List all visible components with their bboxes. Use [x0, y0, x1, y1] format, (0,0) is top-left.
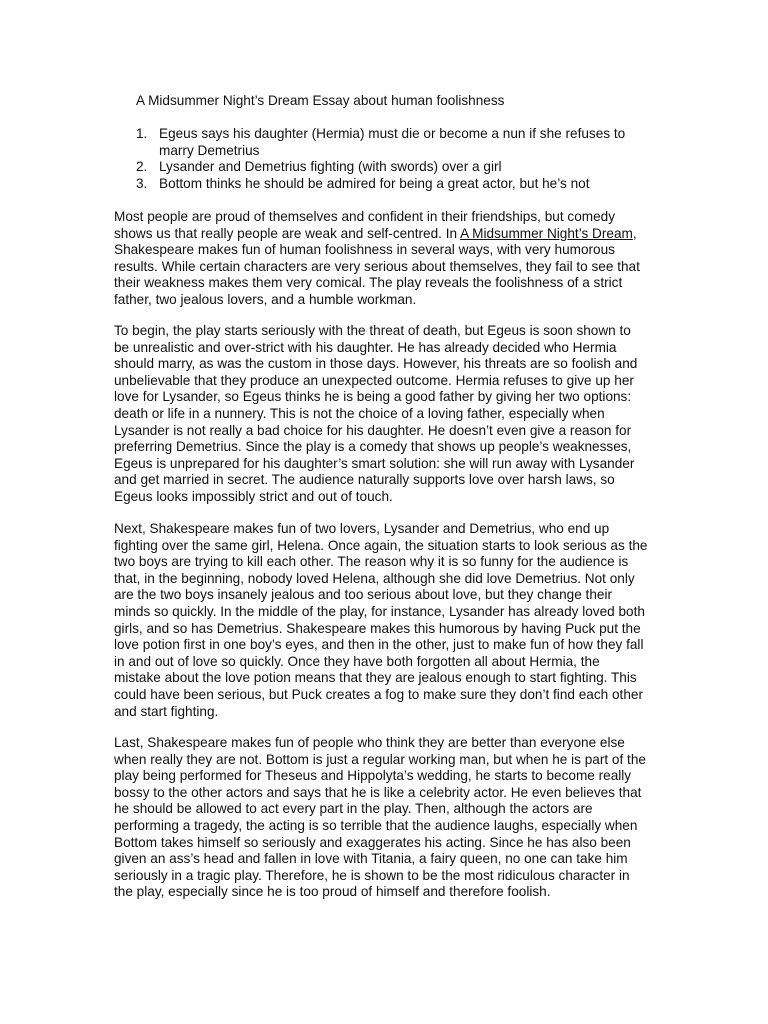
text-line: and start fighting. [114, 703, 219, 719]
key-point-text: Bottom thinks he should be admired for being a great actor, but he’s not [159, 175, 590, 191]
key-point-number: 1. [136, 126, 148, 141]
text-line: death or life in a nunnery. This is not the choice of a loving father, especially when [114, 405, 605, 421]
body-paragraph-next [114, 521, 658, 720]
key-point-text: Egeus says his daughter (Hermia) must die or become a nun if she refuses to marry Demetrius [159, 126, 626, 158]
key-point-text: Lysander and Demetrius fighting (with swords) over a girl [159, 159, 502, 175]
text-line: Shakespeare makes fun of human foolishness in several ways, with very humorous [114, 242, 615, 258]
text-line: and get married in secret. The audience naturally supports love over harsh laws, so [114, 472, 615, 488]
text-line: seriously in a tragic play. Therefore, he is shown to be the most ridiculous character in [114, 867, 630, 883]
text-line: their weakness makes them very comical. The play reveals the foolishness of a strict [114, 275, 623, 291]
text-line: bossy to the other actors and says that he is like a celebrity actor. He even believes that [114, 784, 642, 800]
text-line: results. While certain characters are very serious about themselves, they fail to see that [114, 258, 640, 274]
text-line: love for Lysander, so Egeus thinks he is being a good father by giving her two options: [114, 389, 632, 405]
text-line: Bottom takes himself so seriously and exaggerates his acting. Since he has also been [114, 834, 631, 850]
text-line [114, 226, 658, 243]
text-line: father, two jealous lovers, and a humble workman. [114, 291, 417, 307]
key-point [136, 126, 656, 159]
text-line: performing a tragedy, the acting is so terrible that the audience laughs, especially when [114, 817, 638, 833]
key-points-list [136, 126, 656, 192]
text-line: in and out of love so quickly. Once they have both forgotten all about Hermia, the [114, 653, 600, 669]
text-line: Lysander is not really a bad choice for his daughter. He doesn’t even give a reason for [114, 422, 632, 438]
text-line: mistake about the love potion means that they are jealous enough to start fighting. This [114, 670, 637, 686]
intro-paragraph [114, 209, 658, 309]
text-line: the play, especially since he is too proud of himself and therefore foolish. [114, 884, 551, 900]
text-line: preferring Demetrius. Since the play is a comedy that shows up people’s weaknesses, [114, 439, 632, 455]
body-paragraph-begin [114, 323, 658, 506]
text-line: minds so quickly. In the middle of the play, for instance, Lysander has already loved both [114, 603, 645, 619]
text-line: Next, Shakespeare makes fun of two lovers, Lysander and Demetrius, who end up [114, 521, 610, 536]
text-line: girls, and so has Demetrius. Shakespeare makes this humorous by having Puck put the [114, 620, 641, 636]
text-line: be unrealistic and over-strict with his daughter. He has already decided who Hermia [114, 339, 617, 355]
text-line: given an ass’s head and fallen in love with Titania, a fairy queen, no one can take him [114, 851, 628, 867]
text-line: could have been serious, but Puck creates a fog to make sure they don’t find each other [114, 686, 643, 702]
text-line: play being performed for Theseus and Hippolyta’s wedding, he starts to become really [114, 768, 632, 784]
key-point-number: 2. [136, 159, 148, 175]
text-line: Egeus is unprepared for his daughter’s smart solution: she will run away with Lysander [114, 455, 635, 471]
text-run: , [632, 225, 637, 241]
text-line: Last, Shakespeare makes fun of people who think they are better than everyone else [114, 735, 625, 750]
text-line: Most people are proud of themselves and confident in their friendships, but comedy [114, 209, 615, 224]
text-line: Egeus looks impossibly strict and out of touch. [114, 488, 393, 504]
text-run: shows us that really people are weak and self-centred. In [114, 225, 461, 241]
document-title: A Midsummer Night’s Dream Essay about human foolishness [136, 93, 505, 108]
text-line: are the two boys insanely jealous and too serious about love, but they change their [114, 587, 613, 603]
text-line: should marry, as was the custom in those days. However, his threats are so foolish and [114, 356, 638, 372]
text-line: unbelievable that they produce an unexpected outcome. Hermia refuses to give up her [114, 372, 634, 388]
body-paragraph-last [114, 735, 658, 901]
key-point [136, 159, 656, 176]
text-line: To begin, the play starts seriously with the threat of death, but Egeus is soon shown to [114, 323, 631, 338]
text-line: that, in the beginning, nobody loved Helena, although she did love Demetrius. Not only [114, 570, 635, 586]
key-point-number: 3. [136, 175, 148, 191]
play-title: A Midsummer Night’s Dream [460, 225, 633, 241]
text-line: he should be allowed to act every part in the play. Then, although the actors are [114, 801, 593, 817]
text-line: two boys are trying to kill each other. The reason why it is so funny for the audience is [114, 554, 629, 570]
key-point [136, 176, 656, 193]
text-line: when really they are not. Bottom is just a regular working man, but when he is part of the [114, 751, 646, 767]
text-line: fighting over the same girl, Helena. Once again, the situation starts to look serious as the [114, 537, 648, 553]
text-line: love potion first in one boy’s eyes, and then in the other, just to make fun of how they fall [114, 637, 644, 653]
